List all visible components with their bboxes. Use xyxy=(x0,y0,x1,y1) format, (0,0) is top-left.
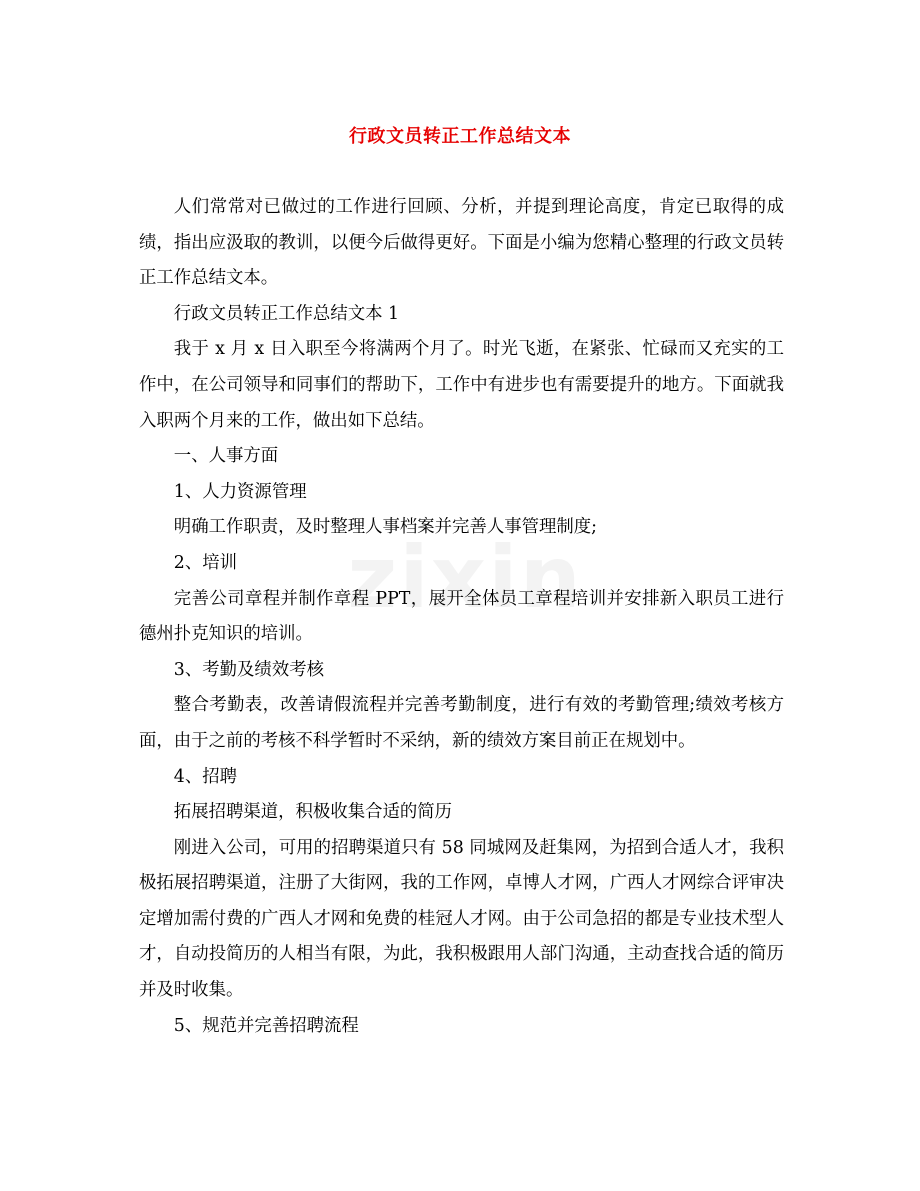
document-title: 行政文员转正工作总结文本 xyxy=(349,126,571,147)
paragraph-heading-process: 5、规范并完善招聘流程 xyxy=(173,1015,359,1036)
paragraph-attendance: 整合考勤表，改善请假流程并完善考勤制度，进行有效的考勤管理;绩效考核方面，由于之前的考核不科学暂时不采纳，新的绩效方案目前正在规划中。 xyxy=(139,695,784,751)
paragraph-intro: 人们常常对已做过的工作进行回顾、分析，并提到理论高度，肯定已取得的成绩，指出应汲取的教训，以便今后做得更好。下面是小编为您精心整理的行政文员转正工作总结文本。 xyxy=(139,197,784,289)
paragraph-hr-management: 明确工作职责，及时整理人事档案并完善人事管理制度; xyxy=(173,517,598,538)
paragraph-recruitment-summary: 拓展招聘渠道，积极收集合适的简历 xyxy=(173,802,453,823)
paragraph-overview: 我于 x 月 x 日入职至今将满两个月了。时光飞逝，在紧张、忙碌而又充实的工作中，在公司领导和同事们的帮助下，工作中有进步也有需要提升的地方。下面就我入职两个月来的工作，做出如下总结。 xyxy=(139,339,784,431)
paragraph-heading-hr: 一、人事方面 xyxy=(173,446,279,467)
paragraph-training: 完善公司章程并制作章程 PPT，展开全体员工章程培训并安排新入职员工进行德州扑克知识的培训。 xyxy=(139,588,784,645)
paragraph-heading-attendance: 3、考勤及绩效考核 xyxy=(173,659,324,680)
document-body xyxy=(139,190,784,1044)
paragraph-heading-recruitment: 4、招聘 xyxy=(173,766,238,787)
paragraph-recruitment-detail: 刚进入公司，可用的招聘渠道只有 58 同城网及赶集网，为招到合适人才，我积极拓展招聘渠道，注册了大街网，我的工作网，卓博人才网，广西人才网综合评审决定增加需付费的广西人才网和免费的桂冠人才网。由于公司急招的都是专业技术型人才，自动投简历的人相当有限，为此，我积极跟用人部门沟通，主动查找合适的简历并及时收集。 xyxy=(139,837,784,1001)
paragraph-section-heading: 行政文员转正工作总结文本 1 xyxy=(173,303,400,324)
paragraph-heading-hr-management: 1、人力资源管理 xyxy=(173,481,307,502)
paragraph-heading-training: 2、培训 xyxy=(173,552,238,573)
